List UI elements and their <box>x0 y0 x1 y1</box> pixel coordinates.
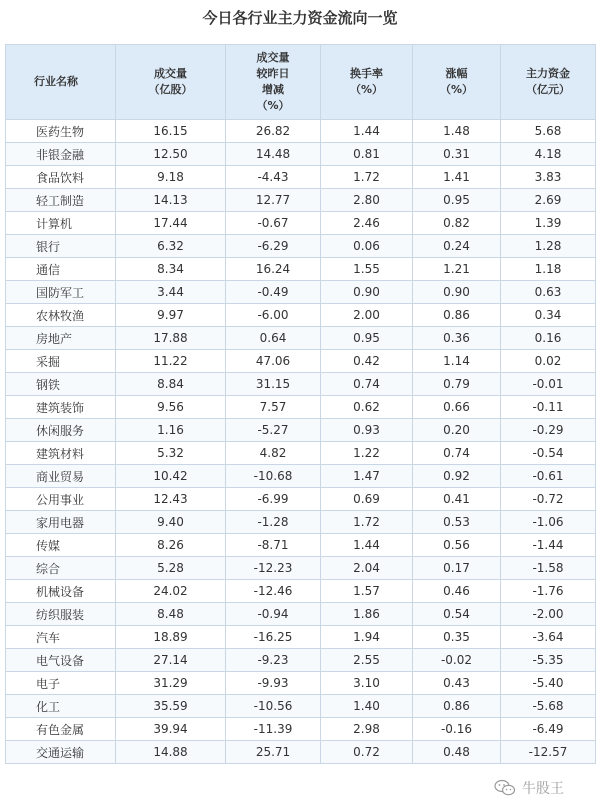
cell-change: -8.71 <box>226 534 321 557</box>
cell-capital: 0.02 <box>501 350 596 373</box>
cell-volume: 3.44 <box>116 281 226 304</box>
cell-rise: 0.95 <box>413 189 501 212</box>
table-row <box>6 649 596 672</box>
cell-volume: 17.44 <box>116 212 226 235</box>
header-volume: 成交量 （亿股） <box>116 45 226 120</box>
table-row <box>6 396 596 419</box>
cell-change: 7.57 <box>226 396 321 419</box>
cell-turnover: 0.69 <box>321 488 413 511</box>
cell-rise: 0.46 <box>413 580 501 603</box>
cell-volume: 5.32 <box>116 442 226 465</box>
cell-rise: 0.90 <box>413 281 501 304</box>
table-row <box>6 327 596 350</box>
cell-volume: 24.02 <box>116 580 226 603</box>
cell-volume: 9.97 <box>116 304 226 327</box>
cell-capital: 5.68 <box>501 120 596 143</box>
table-row <box>6 534 596 557</box>
cell-rise: 0.56 <box>413 534 501 557</box>
cell-change: -4.43 <box>226 166 321 189</box>
cell-rise: 0.66 <box>413 396 501 419</box>
table-row <box>6 695 596 718</box>
cell-volume: 14.88 <box>116 741 226 764</box>
cell-rise: 0.92 <box>413 465 501 488</box>
table-header-row <box>6 45 596 120</box>
cell-rise: 0.35 <box>413 626 501 649</box>
cell-rise: 0.31 <box>413 143 501 166</box>
cell-change: -5.27 <box>226 419 321 442</box>
cell-change: 14.48 <box>226 143 321 166</box>
cell-volume: 9.56 <box>116 396 226 419</box>
header-turnover: 换手率 （%） <box>321 45 413 120</box>
cell-volume: 12.43 <box>116 488 226 511</box>
cell-change: -0.67 <box>226 212 321 235</box>
cell-name: 银行 <box>6 235 116 258</box>
cell-change: -6.00 <box>226 304 321 327</box>
cell-capital: -0.01 <box>501 373 596 396</box>
cell-turnover: 2.55 <box>321 649 413 672</box>
cell-volume: 11.22 <box>116 350 226 373</box>
cell-rise: 1.48 <box>413 120 501 143</box>
watermark <box>494 778 564 798</box>
cell-capital: 2.69 <box>501 189 596 212</box>
cell-change: -1.28 <box>226 511 321 534</box>
cell-turnover: 0.90 <box>321 281 413 304</box>
cell-rise: 0.48 <box>413 741 501 764</box>
cell-rise: 0.24 <box>413 235 501 258</box>
cell-rise: 1.21 <box>413 258 501 281</box>
cell-turnover: 1.72 <box>321 511 413 534</box>
header-industry-name: 行业名称 <box>6 45 116 120</box>
table-row <box>6 281 596 304</box>
table-row <box>6 304 596 327</box>
cell-volume: 8.34 <box>116 258 226 281</box>
cell-turnover: 0.06 <box>321 235 413 258</box>
cell-capital: -0.54 <box>501 442 596 465</box>
table-row <box>6 465 596 488</box>
cell-name: 综合 <box>6 557 116 580</box>
cell-turnover: 0.93 <box>321 419 413 442</box>
cell-name: 非银金融 <box>6 143 116 166</box>
cell-name: 通信 <box>6 258 116 281</box>
cell-turnover: 2.04 <box>321 557 413 580</box>
table-row <box>6 672 596 695</box>
cell-change: -12.46 <box>226 580 321 603</box>
industry-capital-flow-table <box>5 44 596 764</box>
cell-capital: -0.29 <box>501 419 596 442</box>
cell-capital: 1.39 <box>501 212 596 235</box>
cell-name: 传媒 <box>6 534 116 557</box>
header-volume-change: 成交量 较昨日 增减 （%） <box>226 45 321 120</box>
cell-volume: 17.88 <box>116 327 226 350</box>
cell-name: 医药生物 <box>6 120 116 143</box>
cell-turnover: 1.47 <box>321 465 413 488</box>
cell-volume: 1.16 <box>116 419 226 442</box>
cell-rise: 0.54 <box>413 603 501 626</box>
cell-rise: 0.53 <box>413 511 501 534</box>
cell-turnover: 3.10 <box>321 672 413 695</box>
cell-rise: 1.14 <box>413 350 501 373</box>
cell-turnover: 1.44 <box>321 120 413 143</box>
table-row <box>6 235 596 258</box>
cell-turnover: 1.40 <box>321 695 413 718</box>
cell-capital: -5.35 <box>501 649 596 672</box>
table-row <box>6 258 596 281</box>
cell-turnover: 0.95 <box>321 327 413 350</box>
cell-volume: 35.59 <box>116 695 226 718</box>
table-row <box>6 741 596 764</box>
cell-rise: 0.41 <box>413 488 501 511</box>
table-row <box>6 626 596 649</box>
cell-turnover: 0.74 <box>321 373 413 396</box>
table-row <box>6 373 596 396</box>
cell-change: -9.93 <box>226 672 321 695</box>
cell-change: 12.77 <box>226 189 321 212</box>
cell-capital: -5.68 <box>501 695 596 718</box>
cell-capital: -6.49 <box>501 718 596 741</box>
table-row <box>6 143 596 166</box>
cell-change: 16.24 <box>226 258 321 281</box>
cell-capital: 0.63 <box>501 281 596 304</box>
cell-change: -10.68 <box>226 465 321 488</box>
cell-capital: -12.57 <box>501 741 596 764</box>
cell-turnover: 0.42 <box>321 350 413 373</box>
cell-volume: 8.48 <box>116 603 226 626</box>
cell-capital: -0.61 <box>501 465 596 488</box>
cell-volume: 27.14 <box>116 649 226 672</box>
cell-turnover: 1.44 <box>321 534 413 557</box>
cell-rise: 0.43 <box>413 672 501 695</box>
cell-name: 汽车 <box>6 626 116 649</box>
table-row <box>6 442 596 465</box>
cell-capital: -2.00 <box>501 603 596 626</box>
cell-change: 25.71 <box>226 741 321 764</box>
cell-change: -6.29 <box>226 235 321 258</box>
table-row <box>6 603 596 626</box>
table-row <box>6 488 596 511</box>
cell-capital: 3.83 <box>501 166 596 189</box>
cell-change: -12.23 <box>226 557 321 580</box>
cell-rise: 0.36 <box>413 327 501 350</box>
table-row <box>6 718 596 741</box>
table-row <box>6 166 596 189</box>
cell-volume: 5.28 <box>116 557 226 580</box>
cell-change: 0.64 <box>226 327 321 350</box>
cell-capital: -1.44 <box>501 534 596 557</box>
cell-name: 建筑材料 <box>6 442 116 465</box>
cell-name: 公用事业 <box>6 488 116 511</box>
cell-turnover: 0.72 <box>321 741 413 764</box>
cell-change: 4.82 <box>226 442 321 465</box>
cell-name: 机械设备 <box>6 580 116 603</box>
cell-name: 房地产 <box>6 327 116 350</box>
cell-name: 轻工制造 <box>6 189 116 212</box>
cell-name: 化工 <box>6 695 116 718</box>
cell-turnover: 2.98 <box>321 718 413 741</box>
cell-name: 纺织服装 <box>6 603 116 626</box>
cell-name: 农林牧渔 <box>6 304 116 327</box>
cell-capital: 0.16 <box>501 327 596 350</box>
table-row <box>6 557 596 580</box>
cell-volume: 18.89 <box>116 626 226 649</box>
cell-capital: -0.11 <box>501 396 596 419</box>
cell-capital: 4.18 <box>501 143 596 166</box>
cell-volume: 16.15 <box>116 120 226 143</box>
cell-turnover: 0.62 <box>321 396 413 419</box>
cell-rise: 0.86 <box>413 695 501 718</box>
cell-rise: 0.86 <box>413 304 501 327</box>
cell-capital: -1.58 <box>501 557 596 580</box>
cell-volume: 9.18 <box>116 166 226 189</box>
cell-turnover: 2.00 <box>321 304 413 327</box>
cell-volume: 10.42 <box>116 465 226 488</box>
cell-name: 休闲服务 <box>6 419 116 442</box>
cell-volume: 8.26 <box>116 534 226 557</box>
cell-turnover: 1.72 <box>321 166 413 189</box>
cell-turnover: 2.80 <box>321 189 413 212</box>
page-title: 今日各行业主力资金流向一览 <box>202 9 398 27</box>
cell-turnover: 1.86 <box>321 603 413 626</box>
cell-capital: -3.64 <box>501 626 596 649</box>
cell-volume: 9.40 <box>116 511 226 534</box>
cell-change: -9.23 <box>226 649 321 672</box>
cell-change: 26.82 <box>226 120 321 143</box>
table-row <box>6 189 596 212</box>
table-row <box>6 419 596 442</box>
cell-change: -0.49 <box>226 281 321 304</box>
cell-name: 计算机 <box>6 212 116 235</box>
cell-turnover: 1.22 <box>321 442 413 465</box>
cell-capital: 1.28 <box>501 235 596 258</box>
cell-volume: 39.94 <box>116 718 226 741</box>
cell-name: 有色金属 <box>6 718 116 741</box>
cell-rise: -0.02 <box>413 649 501 672</box>
table-row <box>6 212 596 235</box>
cell-capital: 1.18 <box>501 258 596 281</box>
cell-name: 国防军工 <box>6 281 116 304</box>
cell-name: 家用电器 <box>6 511 116 534</box>
cell-name: 食品饮料 <box>6 166 116 189</box>
cell-capital: -1.76 <box>501 580 596 603</box>
table-row <box>6 511 596 534</box>
cell-change: -16.25 <box>226 626 321 649</box>
header-main-capital: 主力资金 （亿元） <box>501 45 596 120</box>
cell-name: 建筑装饰 <box>6 396 116 419</box>
cell-volume: 8.84 <box>116 373 226 396</box>
cell-volume: 14.13 <box>116 189 226 212</box>
cell-rise: 0.17 <box>413 557 501 580</box>
cell-turnover: 2.46 <box>321 212 413 235</box>
cell-change: 31.15 <box>226 373 321 396</box>
cell-rise: 0.79 <box>413 373 501 396</box>
cell-name: 交通运输 <box>6 741 116 764</box>
cell-name: 钢铁 <box>6 373 116 396</box>
cell-name: 电气设备 <box>6 649 116 672</box>
cell-change: 47.06 <box>226 350 321 373</box>
cell-rise: 1.41 <box>413 166 501 189</box>
cell-capital: 0.34 <box>501 304 596 327</box>
cell-turnover: 0.81 <box>321 143 413 166</box>
cell-change: -6.99 <box>226 488 321 511</box>
cell-volume: 6.32 <box>116 235 226 258</box>
cell-change: -11.39 <box>226 718 321 741</box>
table-row <box>6 120 596 143</box>
cell-capital: -5.40 <box>501 672 596 695</box>
cell-rise: 0.82 <box>413 212 501 235</box>
cell-rise: 0.20 <box>413 419 501 442</box>
table-row <box>6 350 596 373</box>
cell-name: 采掘 <box>6 350 116 373</box>
cell-capital: -1.06 <box>501 511 596 534</box>
header-rise: 涨幅 （%） <box>413 45 501 120</box>
cell-turnover: 1.57 <box>321 580 413 603</box>
cell-name: 电子 <box>6 672 116 695</box>
cell-volume: 31.29 <box>116 672 226 695</box>
cell-name: 商业贸易 <box>6 465 116 488</box>
table-row <box>6 580 596 603</box>
cell-change: -0.94 <box>226 603 321 626</box>
cell-volume: 12.50 <box>116 143 226 166</box>
cell-capital: -0.72 <box>501 488 596 511</box>
cell-rise: 0.74 <box>413 442 501 465</box>
cell-turnover: 1.55 <box>321 258 413 281</box>
watermark-text: 牛股王 <box>522 781 564 797</box>
cell-turnover: 1.94 <box>321 626 413 649</box>
cell-change: -10.56 <box>226 695 321 718</box>
cell-rise: -0.16 <box>413 718 501 741</box>
wechat-icon <box>494 779 516 797</box>
